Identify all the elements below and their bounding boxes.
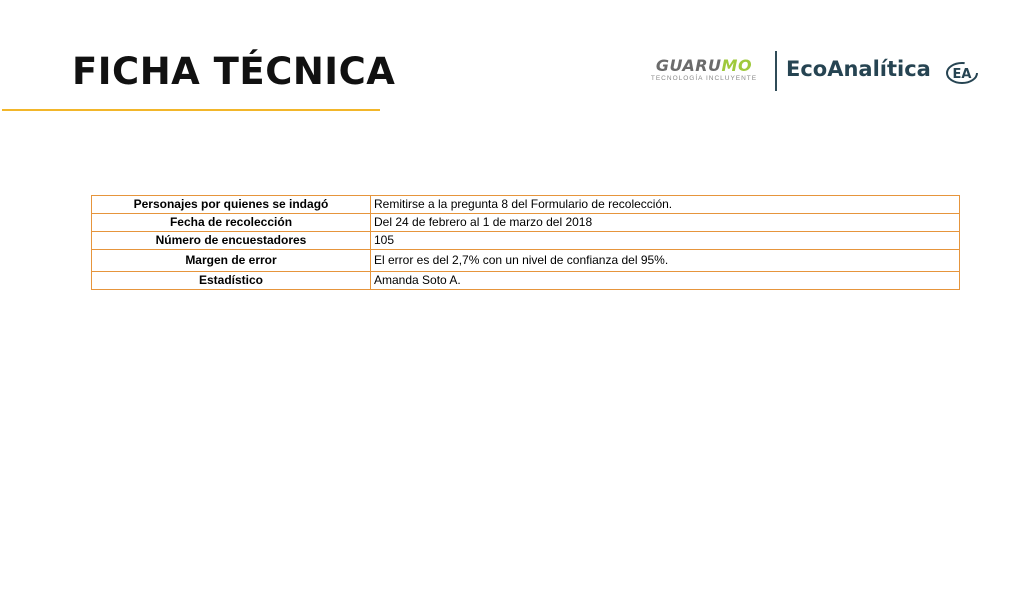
title-underline [2, 109, 380, 111]
row-value-encuestadores: 105 [371, 232, 960, 250]
row-value-estadistico: Amanda Soto A. [371, 272, 960, 290]
ecoanalitica-wordmark: EcoAnalítica [786, 57, 931, 81]
svg-text:EA: EA [952, 67, 972, 82]
table-row [92, 214, 960, 232]
row-label-margen-error: Margen de error [92, 250, 371, 272]
page-title: FICHA TÉCNICA [72, 50, 396, 93]
row-value-personajes: Remitirse a la pregunta 8 del Formulario de recolección. [371, 196, 960, 214]
guarumo-logo [640, 58, 768, 83]
table-row [92, 232, 960, 250]
technical-sheet-table [91, 195, 960, 290]
guarumo-tagline: TECNOLOGÍA INCLUYENTE [650, 75, 758, 82]
row-label-encuestadores: Número de encuestadores [92, 232, 371, 250]
table-row [92, 196, 960, 214]
row-label-personajes: Personajes por quienes se indagó [92, 196, 371, 214]
row-value-fecha: Del 24 de febrero al 1 de marzo del 2018 [371, 214, 960, 232]
row-value-margen-error: El error es del 2,7% con un nivel de confianza del 95%. [371, 250, 960, 272]
guarumo-wordmark [640, 58, 768, 74]
guarumo-word-main: GUARU [655, 56, 722, 75]
table-row [92, 250, 960, 272]
logo-divider [775, 51, 777, 91]
table-row [92, 272, 960, 290]
row-label-estadistico: Estadístico [92, 272, 371, 290]
ecoanalitica-ea-icon [945, 59, 979, 85]
row-label-fecha: Fecha de recolección [92, 214, 371, 232]
guarumo-word-accent: MO [721, 56, 753, 75]
